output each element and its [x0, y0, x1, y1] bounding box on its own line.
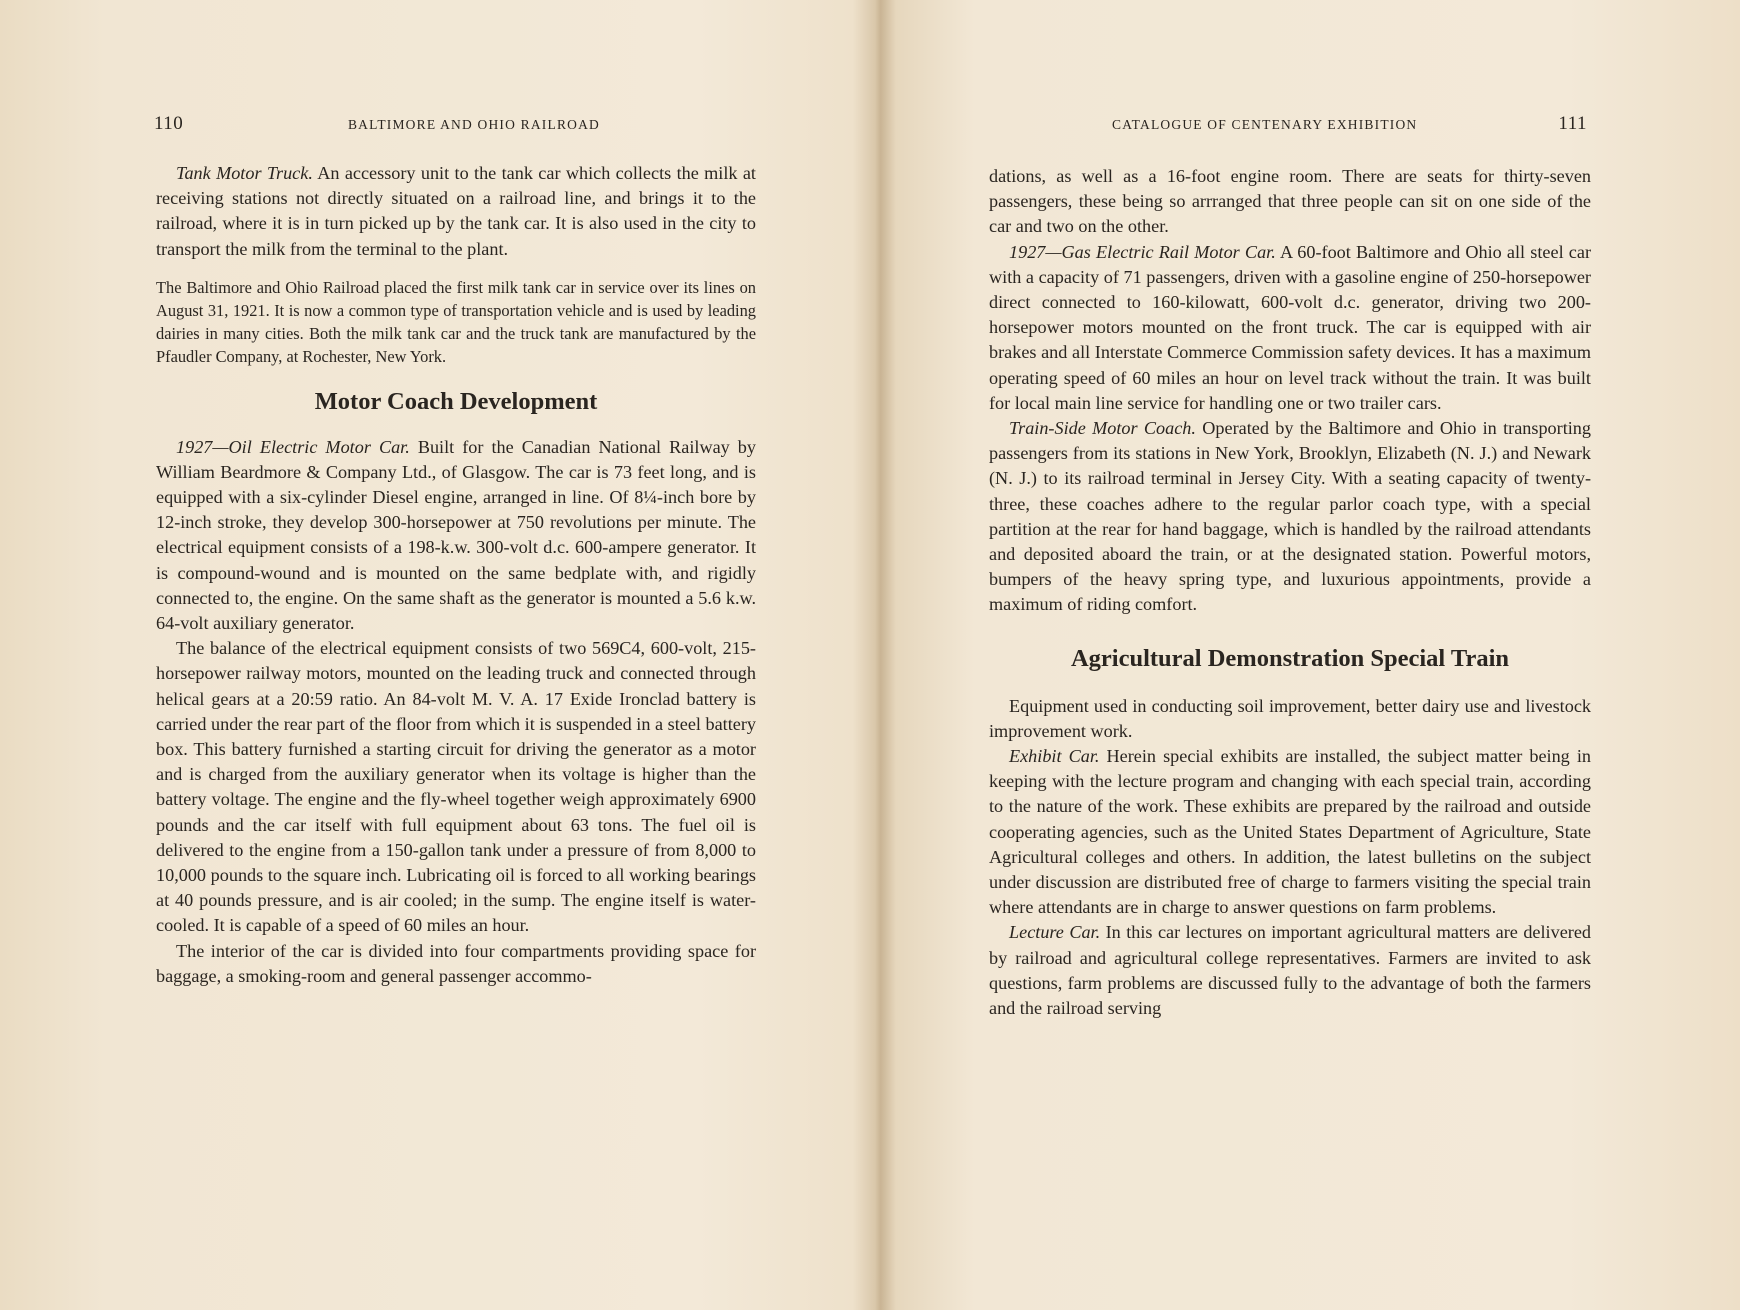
section-heading: Motor Coach Development	[314, 387, 598, 415]
paragraph-continued: dations, as well as a 16-foot engine room. There are seats for thirty-seven passengers, these being so arrranged that three people can sit on one side of the car and two on the other.	[989, 166, 1591, 237]
paragraph-text: An accessory unit to the tank car which collects the milk at receiving stations not directly situated on a railroad line, and brings it to the railroad, where it is in turn picked up by the tank car. It is also used in the city to transport the milk from the terminal to the plant.	[156, 163, 756, 259]
entry-title: Lecture Car.	[1009, 922, 1101, 943]
right-page	[870, 0, 1740, 1310]
page-header	[992, 113, 1587, 139]
paragraph-tank-motor-truck	[156, 161, 756, 262]
entry-title: Tank Motor Truck.	[176, 163, 313, 183]
paragraph-equipment: Equipment used in conducting soil improvement, better dairy use and livestock improvement work.	[989, 695, 1591, 741]
page-body	[156, 161, 756, 989]
paragraph-text: A 60-foot Baltimore and Ohio all steel car with a capacity of 71 passengers, driven with a gasoline engine of 250-horsepower direct connected to 160-kilowatt, 600-volt d.c. generator, driving two 200-horsepower motors mounted on the front truck. The car is equipped with air brakes and all Interstate Commerce Commission safety devices. It has a maximum operating speed of 60 miles an hour on level track without the train. It was built for local main line service for handling one or two trailer cars.	[989, 241, 1592, 413]
entry-title: Train-Side Motor Coach.	[1009, 418, 1196, 439]
note-paragraph: The Baltimore and Ohio Railroad placed the first milk tank car in service over its lines on August 31, 1921. It is now a common type of transportation vehicle and is used by leading dairies in many cities. Both the milk tank car and the truck tank are manufactured by the Pfaudler Company, at Rochester, New York.	[156, 277, 756, 367]
running-head: BALTIMORE AND OHIO RAILROAD	[347, 117, 600, 132]
paragraph-exhibit-car	[989, 744, 1591, 920]
paragraph-lecture-car	[989, 920, 1591, 1021]
entry-title: 1927—Oil Electric Motor Car.	[176, 436, 410, 457]
entry-title: Exhibit Car.	[1009, 746, 1100, 767]
paragraph-text: Herein special exhibits are installed, the subject matter being in keeping with the lecture program and changing with each special train, according to the nature of the work. These exhibits are prepared by the railroad and outside cooperating agencies, such as the United States Department of Agriculture, State Agricultural colleges and others. In addition, the latest bulletins on the subject under discussion are distributed free of charge to farmers visiting the special train where attendants are in charge to answer questions on farm problems.	[989, 746, 1591, 918]
entry-title: 1927—Gas Electric Rail Motor Car.	[1009, 241, 1276, 262]
paragraph-interior: The interior of the car is divided into four compartments providing space for baggage, a smoking-room and general passenger accommo-	[156, 940, 756, 986]
page-number: 110	[154, 113, 184, 134]
section-heading: Agricultural Demonstration Special Train	[1070, 644, 1510, 672]
page-number: 111	[1558, 113, 1587, 134]
paragraph-gas-electric-rail-motor-car	[989, 240, 1591, 416]
paragraph-oil-electric-motor-car	[156, 435, 756, 637]
paragraph-text: Operated by the Baltimore and Ohio in transporting passengers from its stations in New York, Brooklyn, Elizabeth (N. J.) and Newark (N. J.) to its railroad terminal in Jersey City. With a seating capacity of twenty-three, these coaches adhere to the regular parlor coach type, with a special partition at the rear for hand baggage, which is handled by the railroad attendants and deposited aboard the train, or at the designated station. Powerful motors, bumpers of the heavy spring type, and luxurious appointments, provide a maximum of riding comfort.	[989, 418, 1591, 615]
running-head: CATALOGUE OF CENTENARY EXHIBITION	[1112, 117, 1418, 132]
page-header	[154, 113, 750, 139]
paragraph-text: In this car lectures on important agricultural matters are delivered by railroad and agricultural college representatives. Farmers are invited to ask questions, farm problems are discussed fully to the advantage of both the farmers and the railroad serving	[989, 922, 1591, 1019]
paragraph-train-side-motor-coach	[989, 416, 1591, 618]
paragraph-electrical-equipment: The balance of the electrical equipment consists of two 569C4, 600-volt, 215-horsepower railway motors, mounted on the leading truck and connected through helical gears at a 20:59 ratio. An 84-volt M. V. A. 17 Exide Ironclad battery is carried under the rear part of the floor from which it is suspended in a steel battery box. This battery furnished a starting circuit for driving the generator as a motor and is charged from the auxiliary generator when its voltage is higher than the battery voltage. The engine and the fly-wheel together weigh approximately 6900 pounds and the car itself with full equipment about 63 tons. The fuel oil is delivered to the engine from a 150-gallon tank under a pressure of from 8,000 to 10,000 pounds to the square inch. Lubricating oil is forced to all working bearings at 40 pounds pressure, and is air cooled; in the sump. The engine itself is water-cooled. It is capable of a speed of 60 miles an hour.	[156, 638, 756, 936]
page-body	[989, 164, 1591, 1021]
paragraph-text: Built for the Canadian National Railway by William Beardmore & Company Ltd., of Glasgow. The car is 73 feet long, and is equipped with a six-cylinder Diesel engine, arranged in line. Of 8¼-inch bore by 12-inch stroke, they develop 300-horsepower at 750 revolutions per minute. The electrical equipment consists of a 198-k.w. 300-volt d.c. 600-ampere generator. It is compound-wound and is mounted on the same bedplate with, and rigidly connected to, the engine. On the same shaft as the generator is mounted a 5.6 k.w. 64-volt auxiliary generator.	[156, 436, 756, 634]
